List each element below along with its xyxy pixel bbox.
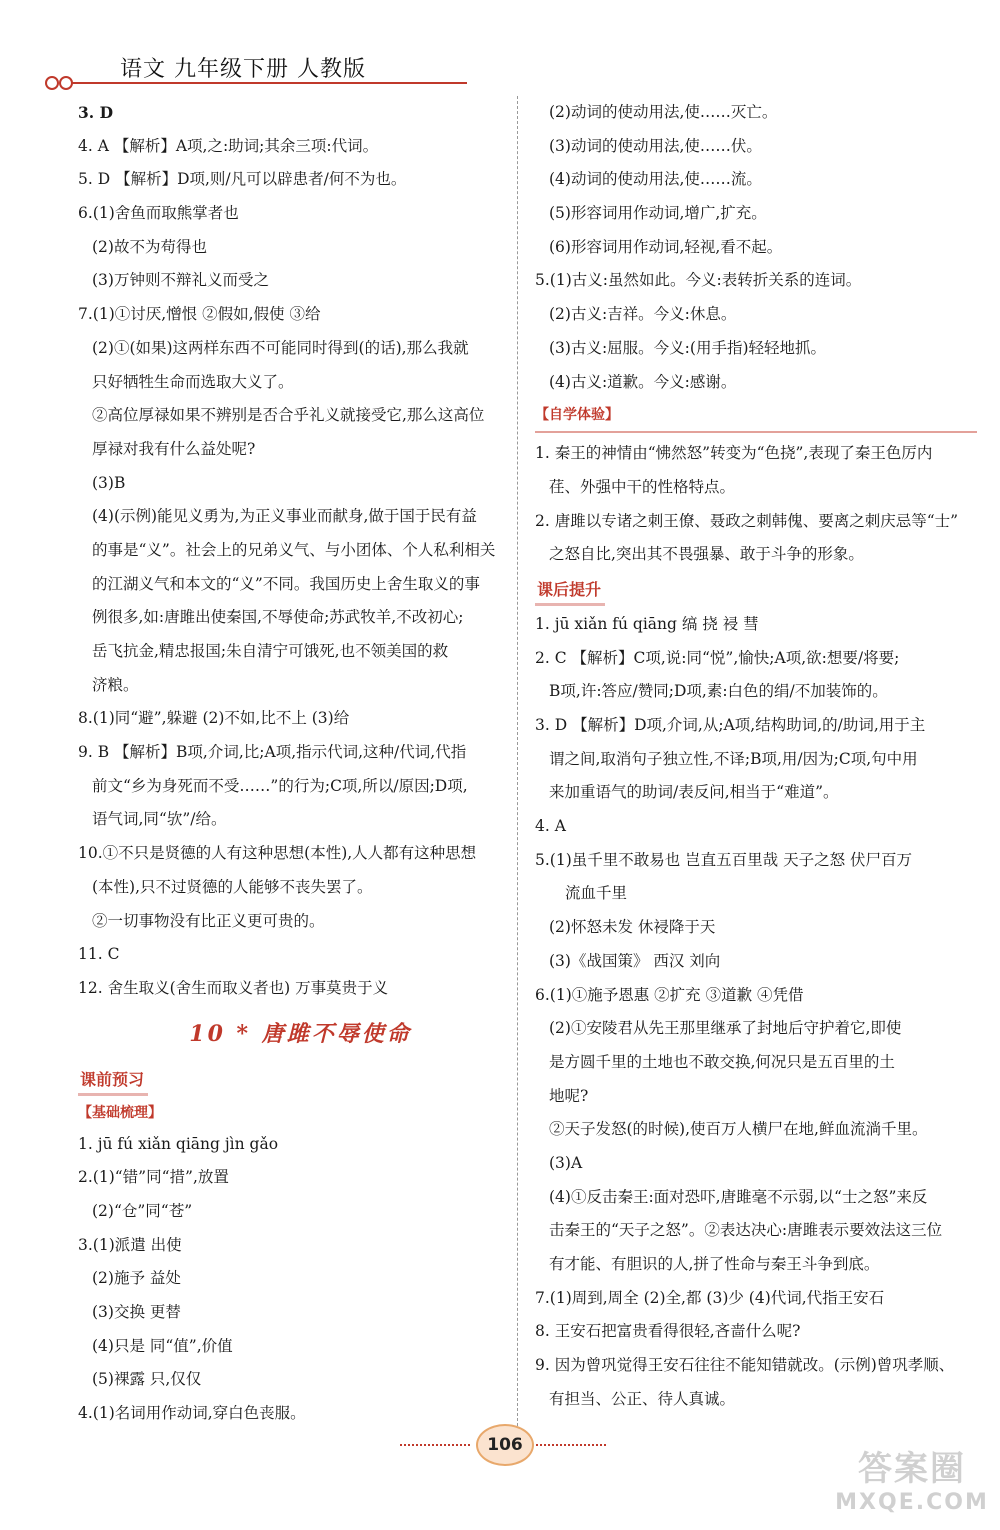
answer-line: 只好牺牲生命而选取大义了。 [92, 372, 294, 391]
answer-line: 2.(1)“错”同“措”,放置 [78, 1168, 229, 1187]
right-column [535, 96, 980, 1416]
answer-line: B项,许:答应/赞同;D项,素:白色的绢/不加装饰的。 [549, 682, 888, 701]
lesson-title: 10 * 唐雎不辱使命 [189, 1020, 412, 1047]
answer-line: (4)动词的使动用法,使……流。 [549, 170, 762, 189]
answer-line: 4. A 【解析】A项,之:助词;其余三项:代词。 [78, 136, 379, 155]
page-header [45, 48, 465, 98]
answer-line: (3)B [92, 473, 126, 492]
answer-line: 7.(1)周到,周全 (2)全,都 (3)少 (4)代词,代指王安石 [535, 1288, 885, 1307]
footer-dots-right [536, 1444, 606, 1446]
answer-line: 荏、外强中干的性格特点。 [549, 477, 736, 496]
answer-line: (2)①安陵君从先王那里继承了封地后守护着它,即使 [549, 1019, 902, 1038]
answer-line: 6.(1)①施予恩惠 ②扩充 ③道歉 ④凭借 [535, 985, 804, 1004]
answer-line: 来加重语气的助词/表反问,相当于“难道”。 [549, 783, 839, 802]
answer-line: (3)《战国策》 西汉 刘向 [549, 951, 721, 970]
answer-line: 1. 秦王的神情由“怫然怒”转变为“色挠”,表现了秦王色厉内 [535, 444, 933, 463]
answer-line: 12. 舍生取义(舍生而取义者也) 万事莫贵于义 [78, 978, 389, 997]
subsection-heading-basics: 【基础梳理】 [78, 1104, 162, 1121]
answer-line: (5)形容词用作动词,增广,扩充。 [549, 204, 767, 223]
answer-line: 7.(1)①讨厌,憎恨 ②假如,假使 ③给 [78, 305, 321, 324]
watermark-text: 答案圈 [858, 1449, 966, 1489]
answer-line: 11. C [78, 945, 120, 964]
footer-dots-left [400, 1444, 470, 1446]
answer-line: 5. D 【解析】D项,则/凡可以辟患者/何不为也。 [78, 170, 407, 189]
answer-line: (2)“仓”同“苍” [92, 1201, 193, 1220]
answer-line: (3)万钟则不辩礼义而受之 [92, 271, 269, 290]
answer-line: 有担当、公正、待人真诚。 [549, 1389, 736, 1408]
answer-line: 5.(1)虽千里不敢易也 岂直五百里哉 天子之怒 伏尸百万 [535, 850, 913, 869]
section-heading-preview: 课前预习 [78, 1068, 148, 1096]
answer-line: 2. 唐雎以专诸之刺王僚、聂政之刺韩傀、要离之刺庆忌等“士” [535, 511, 959, 530]
answer-line: 4. A [535, 817, 566, 836]
answer-line: 济粮。 [92, 675, 139, 694]
answer-line: 8.(1)同“避”,躲避 (2)不如,比不上 (3)给 [78, 709, 350, 728]
answer-line: 的事是“义”。社会上的兄弟义气、与小团体、个人私利相关 [92, 540, 496, 559]
answer-line: 3. D 【解析】D项,介词,从;A项,结构助词,的/助词,用于主 [535, 716, 926, 734]
answer-line: 3.(1)派遣 出使 [78, 1235, 182, 1254]
answer-line: ②一切事物没有比正义更可贵的。 [92, 911, 325, 930]
answer-line: 厚禄对我有什么益处呢? [92, 439, 256, 458]
answer-line: (4)①反击秦王:面对恐吓,唐雎毫不示弱,以“士之怒”来反 [549, 1187, 928, 1206]
answer-line: 例很多,如:唐雎出使秦国,不辱使命;苏武牧羊,不改初心; [92, 608, 464, 627]
answer-line: (3)A [549, 1153, 583, 1172]
answer-line: 3. D [78, 103, 114, 122]
subsection-heading-self-study: 【自学体验】 [535, 399, 977, 433]
answer-line: (2)怀怒未发 休祲降于天 [549, 918, 716, 937]
answer-line: 谓之间,取消句子独立性,不译;B项,用/因为;C项,句中用 [549, 749, 918, 768]
answer-line: (4)(示例)能见义勇为,为正义事业而献身,做于国于民有益 [92, 507, 477, 526]
answer-line: (本性),只不过贤德的人能够不丧失罢了。 [92, 877, 373, 896]
answer-line: 的江湖义气和本文的“义”不同。我国历史上舍生取义的事 [92, 574, 480, 593]
answer-line: 10.①不只是贤德的人有这种思想(本性),人人都有这种思想 [78, 844, 477, 863]
section-heading-after-class: 课后提升 [535, 578, 605, 606]
answer-line: (4)古义:道歉。今义:感谢。 [549, 372, 737, 391]
answer-line: 之怒自比,突出其不畏强暴、敢于斗争的形象。 [549, 545, 864, 564]
book-title: 语文 九年级下册 人教版 [120, 57, 366, 82]
answer-line: (2)故不为苟得也 [92, 237, 207, 256]
answer-line: 是方圆千里的土地也不敢交换,何况只是五百里的土 [549, 1052, 895, 1071]
answer-line: (2)动词的使动用法,使……灭亡。 [549, 103, 778, 121]
answer-line: 9. B 【解析】B项,介词,比;A项,指示代词,这种/代词,代指 [78, 743, 467, 762]
answer-line: (4)只是 同“值”,价值 [92, 1336, 233, 1355]
left-column [78, 96, 523, 1431]
answer-line: 流血千里 [565, 884, 628, 903]
answer-line: (3)动词的使动用法,使……伏。 [549, 136, 762, 155]
answer-line: 6.(1)舍鱼而取熊掌者也 [78, 204, 239, 223]
answer-line: 4.(1)名词用作动词,穿白色丧服。 [78, 1404, 306, 1423]
answer-line: 岳飞抗金,精忠报国;朱自清宁可饿死,也不领美国的救 [92, 642, 449, 660]
header-ornament-circle [45, 76, 59, 90]
page-number: 106 [476, 1424, 534, 1466]
answer-line: (2)施予 益处 [92, 1269, 181, 1288]
answer-line: 1. jū fú xiǎn qiāng jìn gǎo [78, 1134, 279, 1153]
answer-line: 5.(1)古义:虽然如此。今义:表转折关系的连词。 [535, 271, 862, 290]
answer-line: 1. jū xiǎn fú qiāng 缟 挠 祲 彗 [535, 614, 759, 633]
answer-line: (6)形容词用作动词,轻视,看不起。 [549, 237, 783, 256]
answer-line: 前文“乡为身死而不受……”的行为;C项,所以/原因;D项, [92, 776, 468, 795]
page-footer [400, 1424, 610, 1464]
answer-line: 9. 因为曾巩觉得王安石往往不能知错就改。(示例)曾巩孝顺、 [535, 1356, 955, 1375]
answer-line: ②天子发怒(的时候),使百万人横尸在地,鲜血流淌千里。 [549, 1120, 928, 1139]
watermark-logo [832, 1448, 992, 1524]
answer-line: (3)交换 更替 [92, 1303, 181, 1321]
answer-line: 击秦王的“天子之怒”。②表达决心:唐雎表示要效法这三位 [549, 1221, 943, 1240]
answer-line: (2)古义:吉祥。今义:休息。 [549, 305, 737, 324]
header-ornament-circle [59, 76, 73, 90]
answer-line: 2. C 【解析】C项,说:同“悦”,愉快;A项,欲:想要/将要; [535, 648, 900, 667]
answer-line: 8. 王安石把富贵看得很轻,吝啬什么呢? [535, 1322, 801, 1341]
answer-line: (2)①(如果)这两样东西不可能同时得到(的话),那么我就 [92, 338, 469, 357]
answer-line: ②高位厚禄如果不辨别是否合乎礼义就接受它,那么这高位 [92, 406, 485, 425]
answer-line: (5)裸露 只,仅仅 [92, 1370, 202, 1389]
watermark-url: MXQE.COM [835, 1490, 989, 1515]
answer-line: 有才能、有胆识的人,拼了性命与秦王斗争到底。 [549, 1255, 880, 1273]
answer-line: (3)古义:屈服。今义:(用手指)轻轻地抓。 [549, 338, 826, 357]
answer-line: 语气词,同“欤”/给。 [92, 810, 227, 829]
answer-line: 地呢? [549, 1086, 589, 1105]
